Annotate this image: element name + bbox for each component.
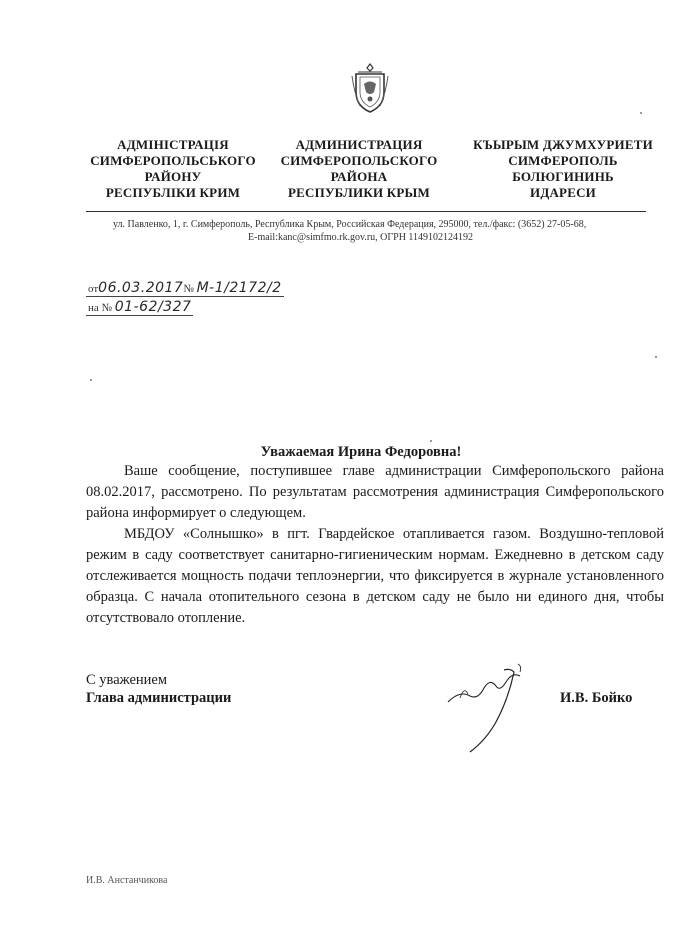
crimea-coat-of-arms-icon bbox=[350, 62, 390, 114]
address-line: ул. Павленко, 1, г. Симферополь, Республика Крым, Российская Федерация, 295000, тел./факс: (3652) 27-05-68, bbox=[113, 219, 587, 230]
from-label: от bbox=[88, 283, 99, 295]
header-line: БОЛЮГИНИНЬ bbox=[512, 169, 614, 184]
scan-speck bbox=[640, 112, 642, 114]
header-crimean-tatar bbox=[468, 137, 658, 201]
header-line: РЕСПУБЛІКИ КРИМ bbox=[105, 185, 241, 200]
number-label: № bbox=[183, 283, 194, 295]
paragraph: МБДОУ «Солнышко» в пгт. Гвардейское отапливается газом. Воздушно-тепловой режим в саду соответствует санитарно-гигиеническим нормам. Ежедневно в детском саду отслеживается мощность подачи теплоэнергии, что фиксируется в журнале установленного образца. С начала отопительного сезона в детском саду не было ни единого дня, чтобы отсутствовало отопление. bbox=[86, 526, 664, 626]
salutation: Уважаемая Ирина Федоровна! bbox=[260, 444, 462, 460]
header-line: АДМІНІСТРАЦІЯ bbox=[117, 137, 229, 152]
header-line: КЪЫРЫМ ДЖУМХУРИЕТИ bbox=[473, 137, 653, 152]
header-line: СИМФЕРОПОЛЬ bbox=[508, 153, 618, 168]
header-ukrainian bbox=[78, 137, 268, 201]
paragraph: Ваше сообщение, поступившее главе администрации Симферопольского района 08.02.2017, рассмотрено. По результатам рассмотрения администрация Симферопольского района информирует о следующем. bbox=[86, 463, 664, 521]
outgoing-number: М-1/2172/2 bbox=[196, 280, 282, 296]
header-line: РАЙОНУ bbox=[144, 169, 202, 184]
header-russian bbox=[264, 137, 454, 201]
executor-name: И.В. Анстанчикова bbox=[86, 875, 168, 886]
header-line: РАЙОНА bbox=[330, 169, 388, 184]
signer-name: И.В. Бойко bbox=[560, 690, 633, 706]
header-line: АДМИНИСТРАЦИЯ bbox=[295, 137, 423, 152]
regards: С уважением bbox=[86, 672, 168, 688]
signature-image bbox=[440, 660, 540, 755]
header-line: СИМФЕРОПОЛЬСКОГО bbox=[280, 153, 438, 168]
contact-line: E-mail:kanc@simfmo.rk.gov.ru, ОГРН 1149102124192 bbox=[248, 232, 474, 243]
header-line: РЕСПУБЛИКИ КРЫМ bbox=[288, 185, 430, 200]
incoming-number: 01-62/327 bbox=[114, 299, 192, 315]
scan-speck bbox=[90, 379, 92, 381]
scan-speck bbox=[430, 440, 432, 442]
signer-title: Глава администрации bbox=[86, 690, 232, 706]
header-divider bbox=[86, 211, 646, 212]
from-date: 06.03.2017 bbox=[98, 280, 184, 296]
to-label: на № bbox=[88, 302, 113, 314]
scan-speck bbox=[655, 356, 657, 358]
header-line: СИМФЕРОПОЛЬСЬКОГО bbox=[90, 153, 256, 168]
reference-to bbox=[86, 300, 193, 316]
header-line: ИДАРЕСИ bbox=[530, 185, 596, 200]
reference-from bbox=[86, 281, 284, 297]
